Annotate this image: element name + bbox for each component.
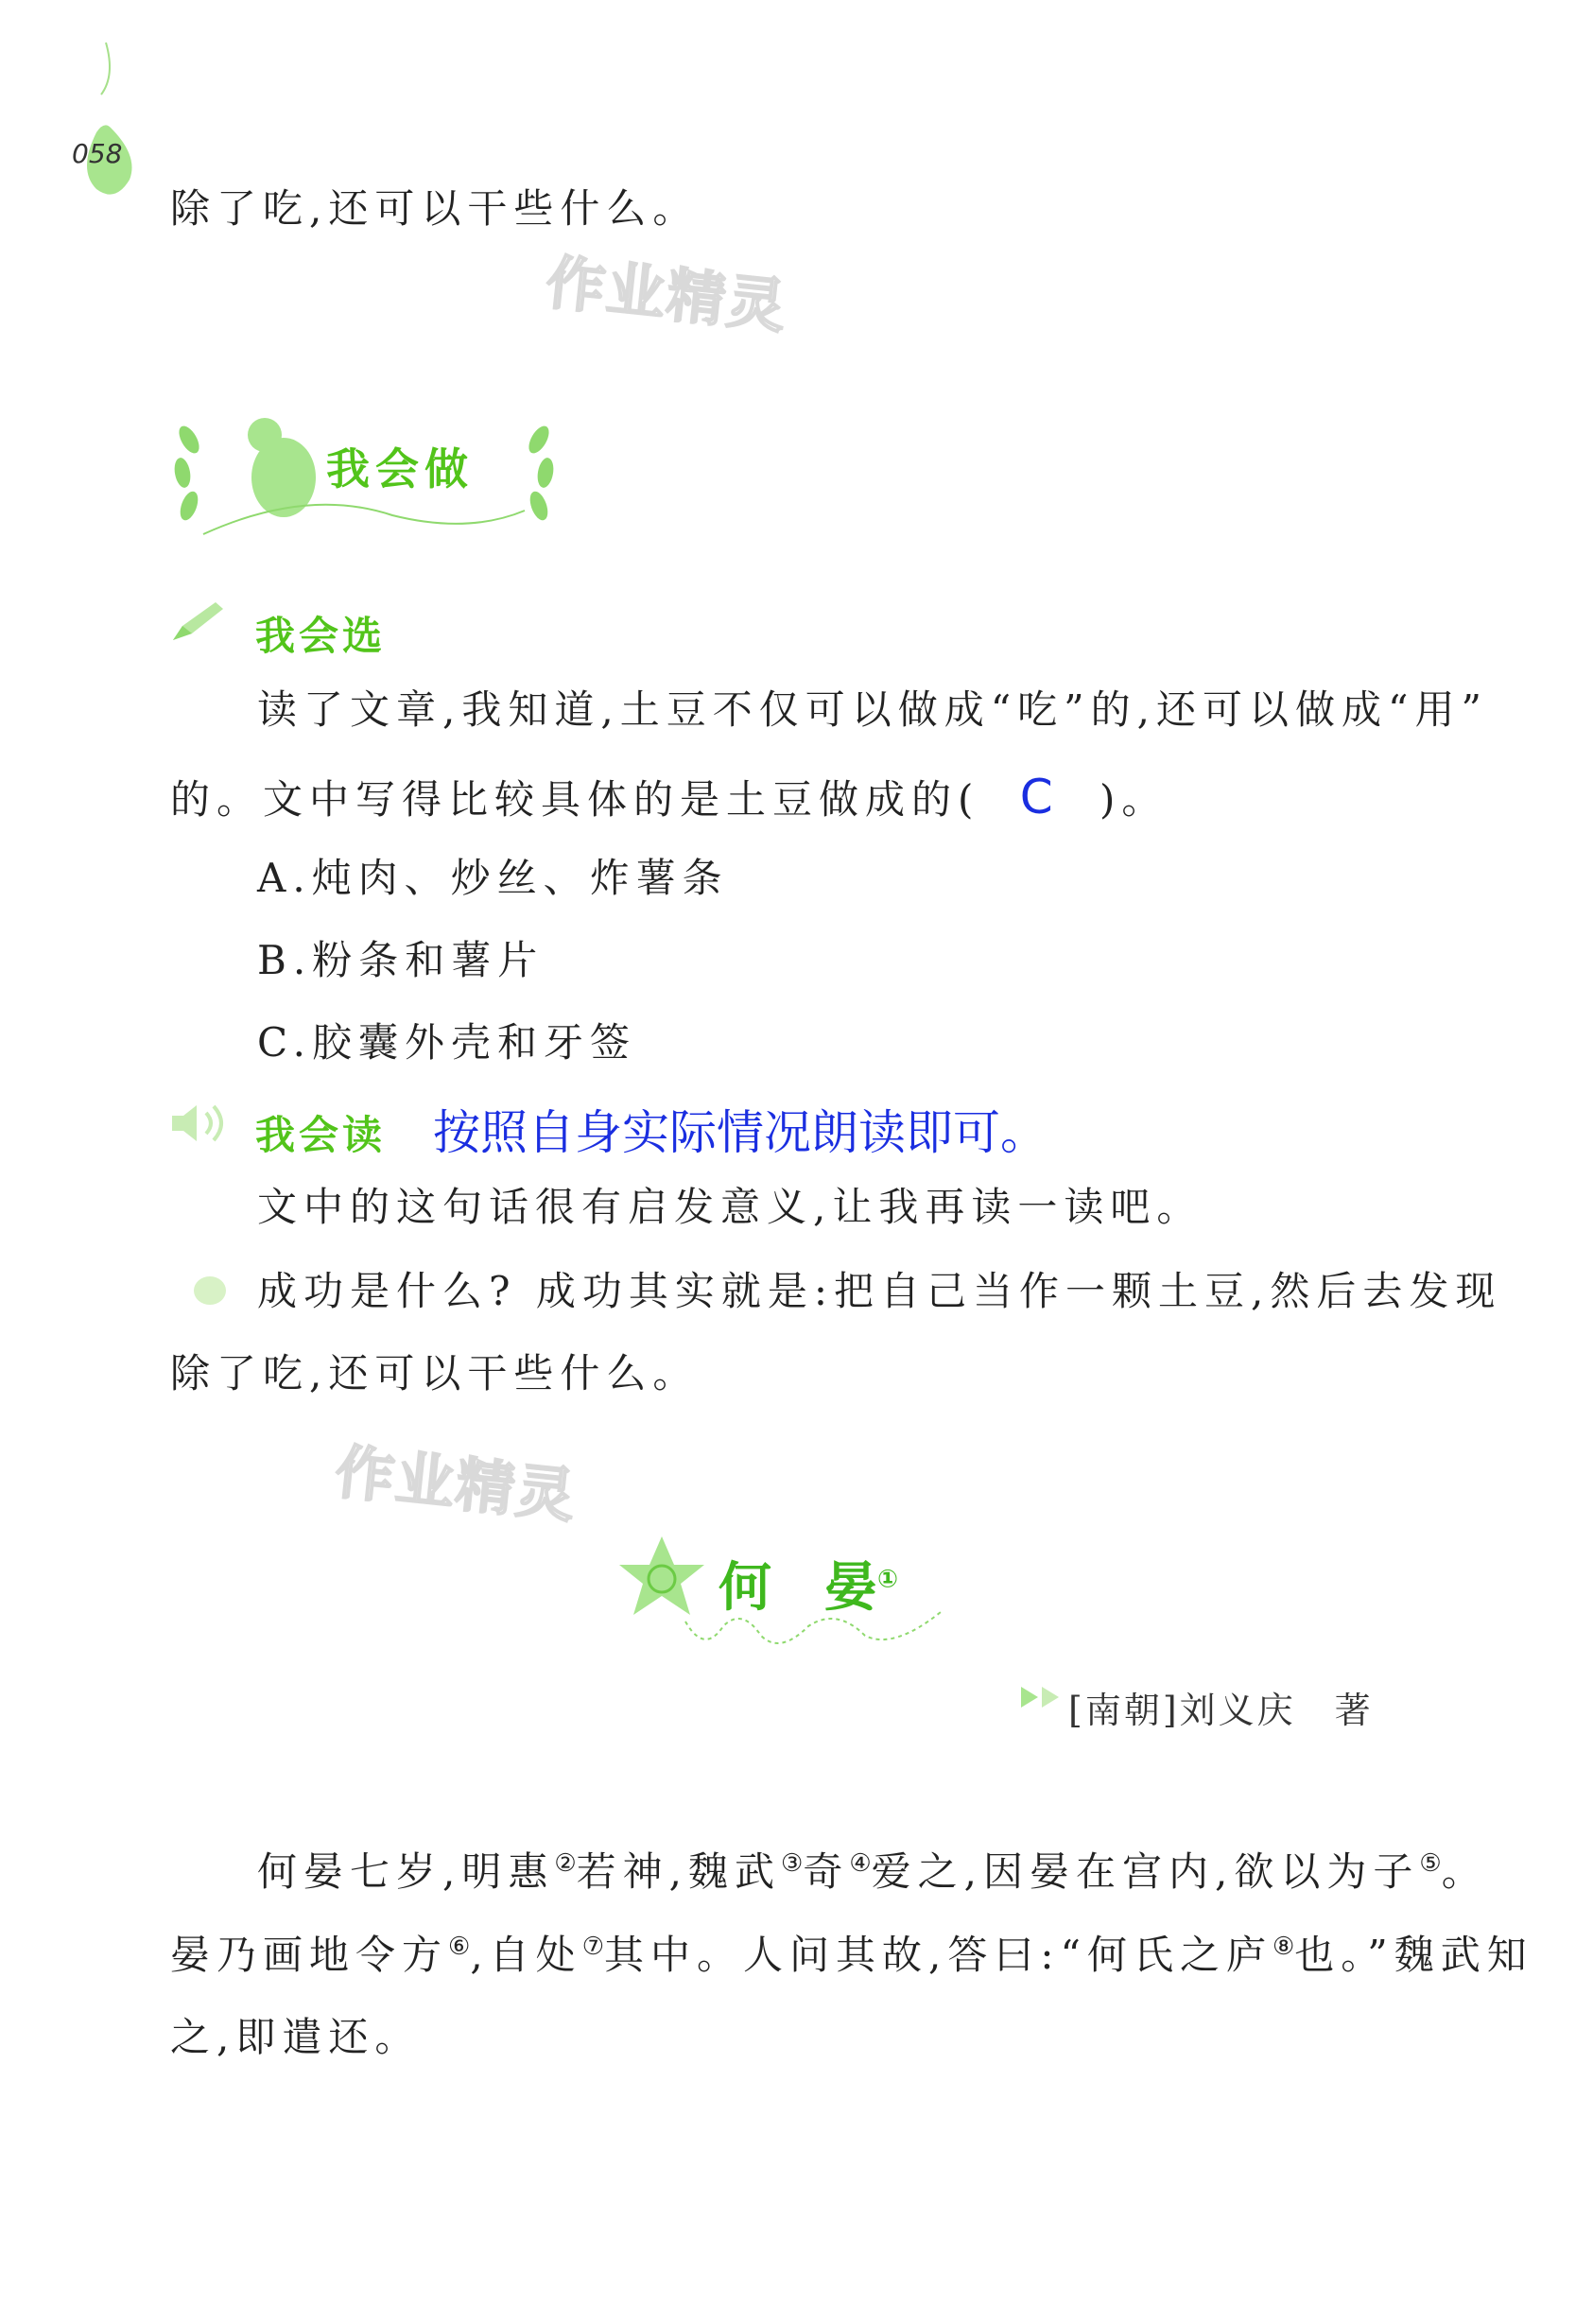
text-seg: 何晏七岁,明惠 xyxy=(257,1848,555,1895)
poem-line-1 xyxy=(257,1848,1488,1895)
bullet-dot xyxy=(194,1276,226,1305)
text-seg: 也。”魏武知 xyxy=(1294,1932,1533,1978)
note-mark: ③ xyxy=(781,1849,804,1878)
read-intro: 文中的这句话很有启发意义,让我再读一读吧。 xyxy=(257,1184,1203,1230)
watermark: 作业精灵 xyxy=(543,247,791,342)
note-mark: ④ xyxy=(849,1849,872,1878)
text-seg: 。 xyxy=(1441,1848,1488,1895)
text-seg: 若神,魏武 xyxy=(576,1848,782,1895)
poem-title xyxy=(719,1546,898,1622)
poem-line-3: 之,即遣还。 xyxy=(170,2014,422,2060)
drop-icon xyxy=(59,38,134,199)
option-a: A.炖肉、炒丝、炸薯条 xyxy=(257,855,729,901)
page-number: 058 xyxy=(72,138,123,169)
quote-line-1: 成功是什么? 成功其实就是:把自己当作一颗土豆,然后去发现 xyxy=(257,1268,1502,1314)
text-seg: 晏乃画地令方 xyxy=(170,1932,449,1978)
text-seg: 其中。人问其故,答曰:“何氏之庐 xyxy=(604,1932,1273,1978)
poem-line-2 xyxy=(170,1932,1533,1978)
note-mark: ⑤ xyxy=(1419,1849,1442,1878)
question-line-1: 读了文章,我知道,土豆不仅可以做成“吃”的,还可以做成“用” xyxy=(257,686,1488,733)
text-seg: 奇 xyxy=(803,1848,850,1895)
author: [南朝]刘义庆 著 xyxy=(1068,1690,1374,1731)
read-answer: 按照自身实际情况朗读即可。 xyxy=(433,1105,1048,1160)
title-note: ① xyxy=(877,1565,899,1594)
page-number-badge xyxy=(59,38,134,199)
arrow-icon xyxy=(1021,1685,1068,1713)
choose-heading: 我会选 xyxy=(255,613,387,659)
note-mark: ② xyxy=(554,1849,577,1878)
pencil-icon xyxy=(168,598,227,649)
note-mark: ⑥ xyxy=(448,1933,471,1961)
watermark-2: 作业精灵 xyxy=(332,1436,580,1532)
top-line: 除了吃,还可以干些什么。 xyxy=(170,185,700,232)
text-seg: ,自处 xyxy=(470,1932,582,1978)
speaker-icon xyxy=(168,1101,231,1149)
read-heading: 我会读 xyxy=(255,1112,387,1158)
section-title: 我会做 xyxy=(326,443,474,494)
section-badge xyxy=(165,402,563,563)
choice-answer: C xyxy=(1019,770,1060,824)
note-mark: ⑦ xyxy=(581,1933,604,1961)
question-text: 的。文中写得比较具体的是土豆做成的( xyxy=(170,776,980,823)
question-line-2 xyxy=(170,770,1169,824)
question-close: )。 xyxy=(1100,776,1169,823)
quote-line-2: 除了吃,还可以干些什么。 xyxy=(170,1350,700,1396)
text-seg: 爱之,因晏在宫内,欲以为子 xyxy=(871,1848,1420,1895)
option-b: B.粉条和薯片 xyxy=(257,937,545,983)
option-c: C.胶囊外壳和牙签 xyxy=(257,1019,636,1066)
note-mark: ⑧ xyxy=(1272,1933,1295,1961)
poem-title-text: 何 晏 xyxy=(719,1557,877,1619)
